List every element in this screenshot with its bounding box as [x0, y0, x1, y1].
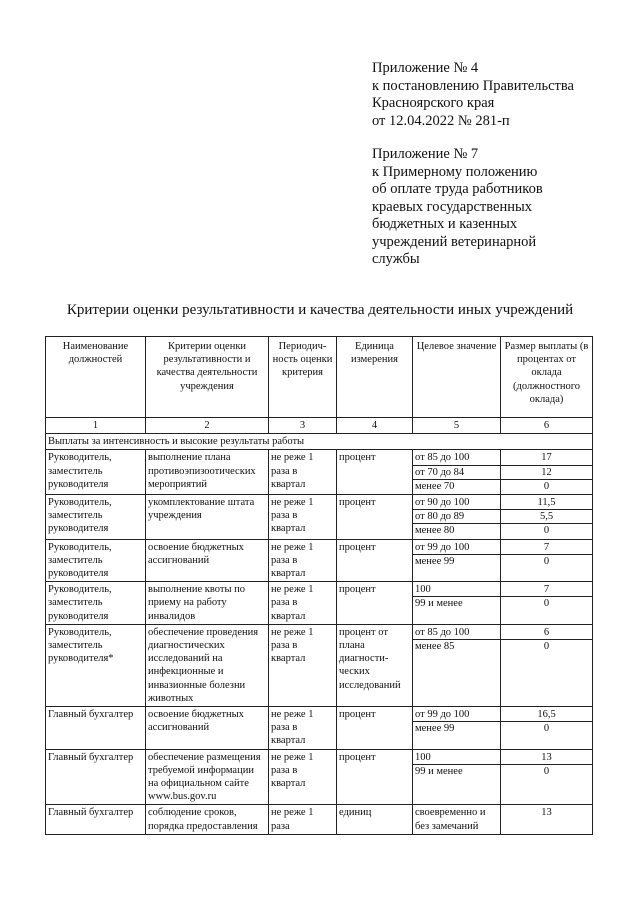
criterion-cell: выполнение квоты по приему на работу инвалидов: [146, 582, 269, 625]
unit-cell: процент от плана диагности-ческих исследований: [337, 624, 413, 706]
column-header: Наименование должностей: [46, 337, 146, 418]
appendix-7-header: [372, 146, 543, 269]
column-number: 6: [501, 418, 593, 434]
criteria-table: [45, 336, 593, 835]
position-cell: Главный бухгалтер: [46, 749, 146, 805]
target-value: менее 99: [413, 554, 500, 568]
payment-size-value: 0: [501, 554, 592, 568]
period-cell: не реже 1 раза в квартал: [269, 624, 337, 706]
document-title: Критерии оценки результативности и качества деятельности иных учреждений: [66, 302, 574, 318]
section-title: Выплаты за интенсивность и высокие результаты работы: [46, 434, 593, 450]
column-number-row: [46, 418, 593, 434]
header-row: [46, 337, 593, 418]
target-value: менее 85: [413, 639, 500, 653]
payment-size-cell: [501, 495, 593, 540]
position-cell: Главный бухгалтер: [46, 707, 146, 750]
criterion-cell: соблюдение сроков, порядка предоставления: [146, 805, 269, 834]
payment-size-value: 11,5: [537, 497, 556, 509]
unit-cell: процент: [337, 450, 413, 495]
unit-cell: процент: [337, 749, 413, 805]
table-row: [46, 582, 593, 625]
payment-size-cell: [501, 805, 593, 834]
payment-size-value: 0: [501, 479, 592, 493]
payment-size-value: 0: [501, 596, 592, 610]
target-value: от 85 до 100: [415, 626, 470, 638]
target-value: менее 99: [413, 721, 500, 735]
target-value: менее 80: [413, 523, 500, 537]
payment-size-value: 6: [543, 626, 550, 638]
table-row: [46, 624, 593, 706]
payment-size-cell: [501, 539, 593, 582]
period-cell: не реже 1 раза в квартал: [269, 539, 337, 582]
column-header: Целевое значение: [413, 337, 501, 418]
appendix-4-line: от 12.04.2022 № 281-п: [372, 112, 510, 129]
unit-cell: единиц: [337, 805, 413, 834]
column-number: 2: [146, 418, 269, 434]
period-cell: не реже 1 раза в квартал: [269, 749, 337, 805]
payment-size-value: 17: [541, 452, 552, 464]
appendix-4-line: к постановлению Правительства: [372, 77, 574, 94]
criterion-cell: освоение бюджетных ассигнований: [146, 539, 269, 582]
payment-size-value: 16,5: [537, 709, 556, 721]
target-value: от 70 до 84: [413, 465, 500, 479]
table-row: [46, 495, 593, 540]
target-value: от 80 до 89: [413, 509, 500, 523]
appendix-4-line: Приложение № 4: [372, 60, 479, 76]
target-value: от 85 до 100: [415, 452, 470, 464]
target-values-cell: [413, 495, 501, 540]
target-values-cell: [413, 749, 501, 805]
column-number: 5: [413, 418, 501, 434]
appendix-7-line: об оплате труда работников: [372, 181, 543, 197]
payment-size-value: 0: [501, 721, 592, 735]
criterion-cell: выполнение плана противоэпизоотических мероприятий: [146, 450, 269, 495]
column-header: Размер выплаты (в процентах от оклада (должностного оклада): [501, 337, 593, 418]
unit-cell: процент: [337, 707, 413, 750]
period-cell: не реже 1 раза в квартал: [269, 707, 337, 750]
payment-size-value: 5,5: [501, 509, 592, 523]
table-row: [46, 749, 593, 805]
position-cell: Руководитель, заместитель руководителя: [46, 582, 146, 625]
column-number: 3: [269, 418, 337, 434]
appendix-7-line: службы: [372, 251, 420, 267]
payment-size-value: 0: [501, 639, 592, 653]
appendix-7-line: бюджетных и казенных: [372, 216, 518, 232]
target-value: от 99 до 100: [415, 709, 470, 721]
payment-size-value: 0: [501, 764, 592, 778]
payment-size-cell: [501, 624, 593, 706]
unit-cell: процент: [337, 582, 413, 625]
column-header: Критерии оценки результативности и качества деятельности учреждения: [146, 337, 269, 418]
period-cell: не реже 1 раза в квартал: [269, 495, 337, 540]
target-values-cell: [413, 707, 501, 750]
target-value: от 99 до 100: [415, 541, 470, 553]
appendix-4-header: [372, 60, 574, 130]
payment-size-cell: [501, 749, 593, 805]
target-value: 100: [415, 751, 431, 763]
target-value: менее 70: [413, 479, 500, 493]
appendix-7-line: учреждений ветеринарной: [372, 233, 537, 250]
table-row: [46, 707, 593, 750]
appendix-7-line: краевых государственных: [372, 198, 532, 215]
appendix-7-line: Приложение № 7: [372, 146, 479, 162]
payment-size-cell: [501, 707, 593, 750]
appendix-4-line: Красноярского края: [372, 95, 495, 111]
target-value: 99 и менее: [413, 596, 500, 610]
position-cell: Главный бухгалтер: [46, 805, 146, 834]
table-row: [46, 805, 593, 834]
target-values-cell: [413, 539, 501, 582]
position-cell: Руководитель, заместитель руководителя*: [46, 624, 146, 706]
criterion-cell: обеспечение размещения требуемой информации на официальном сайте www.bus.gov.ru: [146, 749, 269, 805]
payment-size-value: 12: [501, 465, 592, 479]
target-value: 99 и менее: [413, 764, 500, 778]
payment-size-cell: [501, 450, 593, 495]
payment-size-value: 7: [543, 541, 550, 553]
criterion-cell: освоение бюджетных ассигнований: [146, 707, 269, 750]
target-values-cell: [413, 582, 501, 625]
table-row: [46, 450, 593, 495]
payment-size-value: 7: [543, 584, 550, 596]
period-cell: не реже 1 раза в квартал: [269, 450, 337, 495]
column-header: Периодич-ность оценки критерия: [269, 337, 337, 418]
column-header: Единица измерения: [337, 337, 413, 418]
target-value: 100: [415, 584, 431, 596]
position-cell: Руководитель, заместитель руководителя: [46, 539, 146, 582]
position-cell: Руководитель, заместитель руководителя: [46, 450, 146, 495]
payment-size-value: 0: [501, 523, 592, 537]
period-cell: не реже 1 раза: [269, 805, 337, 834]
target-values-cell: [413, 805, 501, 834]
unit-cell: процент: [337, 495, 413, 540]
target-value: от 90 до 100: [415, 497, 470, 509]
appendix-7-line: к Примерному положению: [372, 163, 538, 180]
position-cell: Руководитель, заместитель руководителя: [46, 495, 146, 540]
column-number: 4: [337, 418, 413, 434]
criterion-cell: укомплектование штата учреждения: [146, 495, 269, 540]
criterion-cell: обеспечение проведения диагностических исследований на инфекционные и инвазионные болезни животных: [146, 624, 269, 706]
target-values-cell: [413, 624, 501, 706]
section-row: [46, 434, 593, 450]
table-row: [46, 539, 593, 582]
payment-size-value: 13: [541, 751, 552, 763]
target-value: своевременно и без замечаний: [415, 807, 486, 832]
column-number: 1: [46, 418, 146, 434]
period-cell: не реже 1 раза в квартал: [269, 582, 337, 625]
payment-size-cell: [501, 582, 593, 625]
target-values-cell: [413, 450, 501, 495]
payment-size-value: 13: [541, 807, 552, 819]
unit-cell: процент: [337, 539, 413, 582]
